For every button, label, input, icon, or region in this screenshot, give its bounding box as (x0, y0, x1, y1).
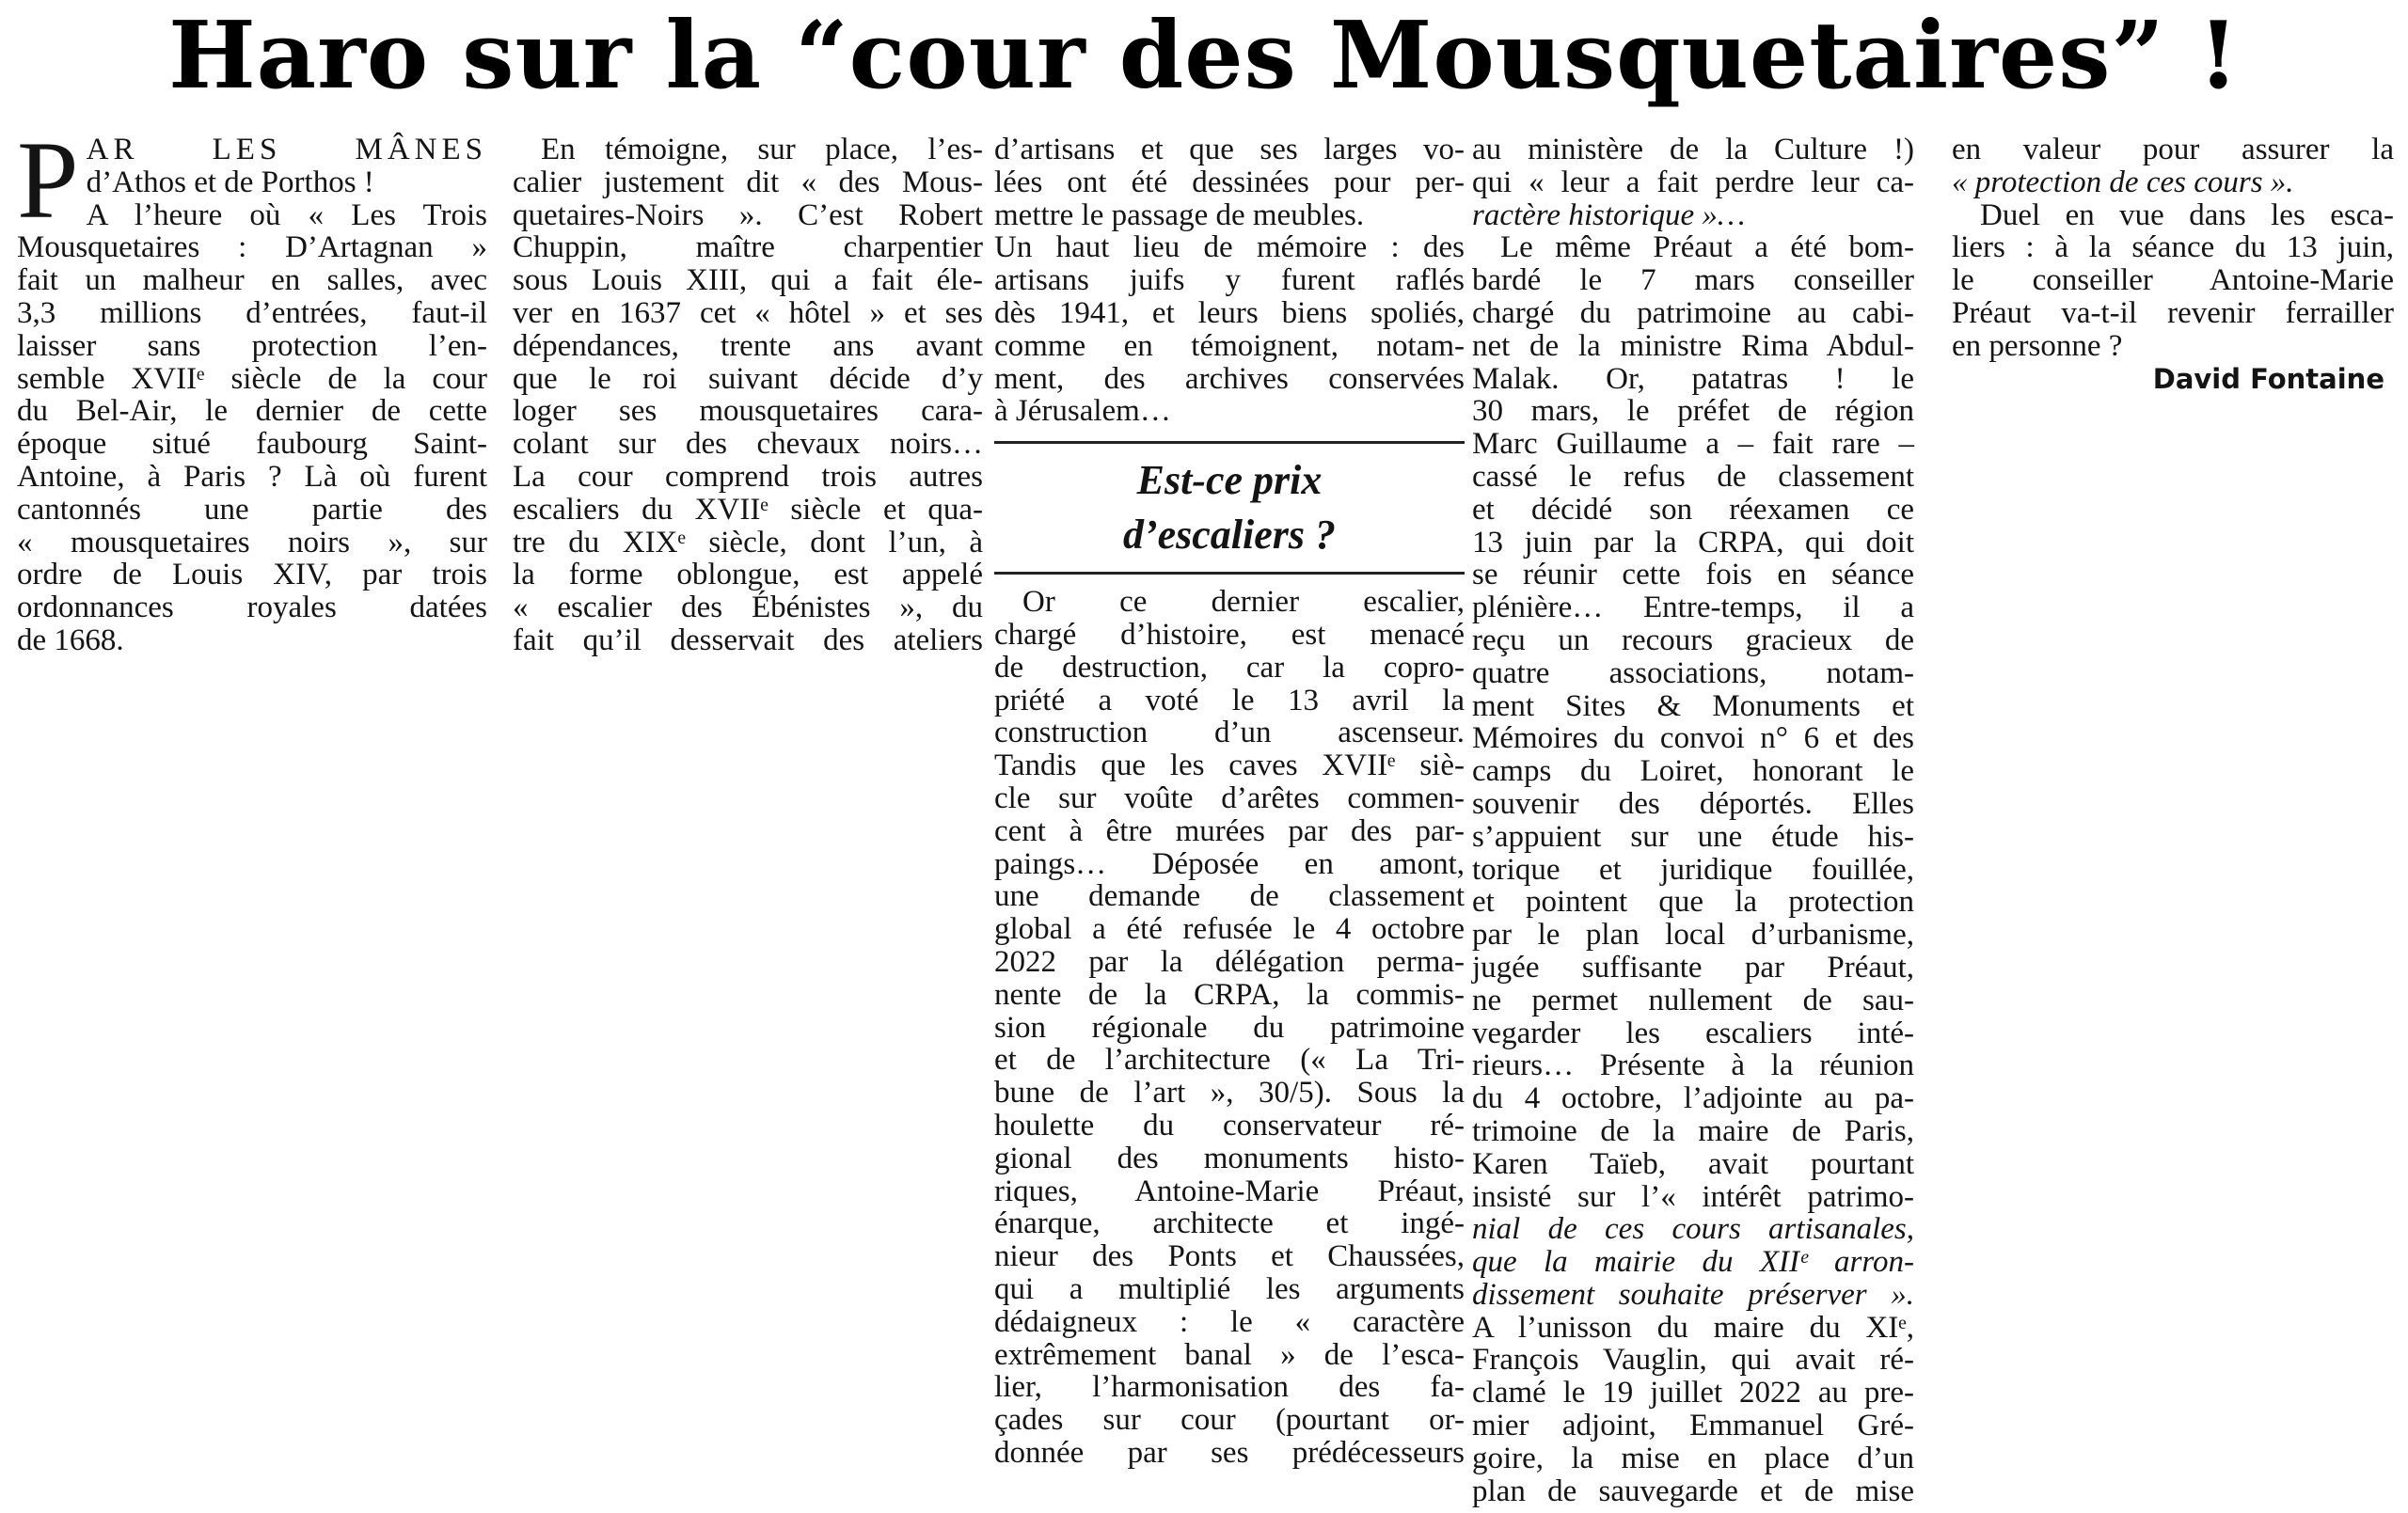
text-line: 30 mars, le préfet de région (1472, 394, 1914, 429)
text-line: escaliers du XVIIᵉ siècle et qua- (513, 492, 983, 527)
text-line: François Vauglin, qui avait ré- (1472, 1343, 1914, 1378)
text-line: qui « leur a fait perdre leur ca- (1472, 165, 1914, 199)
text-line: mier adjoint, Emmanuel Gré- (1472, 1409, 1914, 1443)
text-line: une demande de classement (994, 879, 1465, 914)
text-line: camps du Loiret, honorant le (1472, 754, 1914, 789)
text-line: loger ses mousquetaires cara- (513, 394, 983, 429)
text-line: 2022 par la délégation perma- (994, 944, 1465, 979)
text-line: laisser sans protection l’en- (17, 328, 487, 363)
text-line: net de la ministre Rima Abdul- (1472, 328, 1914, 363)
text-line: époque situé faubourg Saint- (17, 427, 487, 462)
drop-cap: P (17, 118, 79, 242)
text-line: souvenir des déportés. Elles (1472, 786, 1914, 821)
text-line: ver en 1637 cet « hôtel » et ses (513, 295, 983, 330)
text-line: Mémoires du convoi n° 6 et des (1472, 721, 1914, 756)
text-line: à Jérusalem… (994, 394, 1171, 429)
text-line: Un haut lieu de mémoire : des (994, 230, 1465, 265)
text-line: çades sur cour (pourtant or- (994, 1403, 1465, 1438)
text-line: Malak. Or, patatras ! le (1472, 361, 1914, 396)
text-line: A l’heure où « Les Trois (86, 197, 487, 232)
text-line: sous Louis XIII, qui a fait éle- (513, 263, 983, 298)
article-column-5 (1952, 134, 2394, 395)
text-line: au ministère de la Culture !) (1472, 133, 1914, 166)
section-divider (994, 441, 1465, 444)
text-line: que le roi suivant décide d’y (513, 361, 983, 396)
text-line: colant sur des chevaux noirs… (513, 427, 983, 462)
text-line: Or ce dernier escalier, (1022, 585, 1465, 620)
text-line: en personne ? (1952, 328, 2123, 363)
text-line: goire, la mise en place d’un (1472, 1441, 1914, 1475)
text-line: Chuppin, maître charpentier (513, 230, 983, 265)
text-line: sion régionale du patrimoine (994, 1010, 1465, 1045)
article-column-4 (1472, 134, 1914, 1507)
text-line: Tandis que les caves XVIIᵉ siè- (994, 749, 1465, 783)
text-line: tre du XIXᵉ siècle, dont l’un, à (513, 525, 983, 559)
text-line: global a été refusée le 4 octobre (994, 912, 1465, 947)
text-line: jugée suffisante par Préaut, (1472, 950, 1914, 985)
article-column-3 (994, 134, 1465, 1470)
text-line: en valeur pour assurer la (1952, 133, 2394, 166)
text-line: liers : à la séance du 13 juin, (1952, 230, 2394, 265)
text-line: vegarder les escaliers inté- (1472, 1016, 1914, 1050)
subheading: d’escaliers ? (1122, 512, 1337, 559)
text-line: et pointent que la protection (1472, 885, 1914, 920)
text-line: extrêmement banal » de l’esca- (994, 1337, 1465, 1372)
text-line: nieur des Ponts et Chaussées, (994, 1239, 1465, 1274)
text-line: priété a voté le 13 avril la (994, 683, 1465, 717)
text-line: 3,3 millions d’entrées, faut-il (17, 295, 487, 330)
text-line: nente de la CRPA, la commis- (994, 977, 1465, 1012)
text-line: cassé le refus de classement (1472, 459, 1914, 494)
text-line: houlette du conservateur ré- (994, 1108, 1465, 1143)
text-line: mettre le passage de meubles. (994, 197, 1365, 232)
text-line: chargé du patrimoine au cabi- (1472, 295, 1914, 330)
section-divider (994, 572, 1465, 575)
text-line: Le même Préaut a été bom- (1500, 230, 1914, 265)
text-line: Duel en vue dans les esca- (1980, 197, 2394, 232)
text-line: La cour comprend trois autres (513, 459, 983, 494)
text-line: En témoigne, sur place, l’es- (541, 133, 983, 166)
article-column-1 (17, 118, 487, 657)
text-line: ordonnances royales datées (17, 591, 487, 625)
text-line: paings… Déposée en amont, (994, 846, 1465, 881)
text-line: cle sur voûte d’arêtes commen- (994, 780, 1465, 815)
text-line: bardé le 7 mars conseiller (1472, 263, 1914, 298)
text-line: ment Sites & Monuments et (1472, 688, 1914, 723)
text-line: gional des monuments histo- (994, 1141, 1465, 1175)
text-line: clamé le 19 juillet 2022 au pre- (1472, 1376, 1914, 1411)
text-line: plénière… Entre-temps, il a (1472, 591, 1914, 625)
text-line: donnée par ses prédécesseurs (994, 1435, 1465, 1470)
text-line: par le plan local d’urbanisme, (1472, 918, 1914, 953)
text-line: 13 juin par la CRPA, qui doit (1472, 525, 1914, 559)
subheading: Est-ce prix (1136, 457, 1323, 504)
text-line: de destruction, car la copro- (994, 650, 1465, 685)
text-line: construction d’un ascenseur. (994, 716, 1465, 750)
text-line: comme en témoignent, notam- (994, 328, 1465, 363)
text-line: riques, Antoine-Marie Préaut, (994, 1174, 1465, 1208)
text-line: ordre de Louis XIV, par trois (17, 558, 487, 592)
text-line: « escalier des Ébénistes », du (513, 591, 983, 625)
text-line: d’Athos et de Porthos ! (86, 165, 374, 199)
text-line: dissement souhaite préserver ». (1472, 1277, 1914, 1312)
text-line: le conseiller Antoine-Marie (1952, 263, 2394, 298)
text-line: dès 1941, et leurs biens spoliés, (994, 295, 1465, 330)
text-line: A l’unisson du maire du XIᵉ, (1472, 1310, 1914, 1345)
text-line: se réunir cette fois en séance (1472, 558, 1914, 592)
text-line: ment, des archives conservées (994, 361, 1465, 396)
headline: Haro sur la “cour des Mousquetaires” ! (168, 2, 2240, 110)
text-line: Antoine, à Paris ? Là où furent (17, 459, 487, 494)
article-column-2 (513, 134, 983, 657)
text-line: chargé d’histoire, est menacé (994, 617, 1465, 652)
text-line: et décidé son réexamen ce (1472, 492, 1914, 527)
text-line: rieurs… Présente à la réunion (1472, 1048, 1914, 1083)
text-line: et de l’architecture (« La Tri- (994, 1043, 1465, 1078)
text-line: d’artisans et que ses larges vo- (994, 133, 1465, 166)
author-signature: David Fontaine (2152, 362, 2384, 395)
text-line: lier, l’harmonisation des fa- (994, 1370, 1465, 1405)
text-line: que la mairie du XIIᵉ arron- (1472, 1245, 1914, 1280)
text-line: quetaires-Noirs ». C’est Robert (513, 197, 983, 232)
text-line: Mousquetaires : D’Artagnan » (17, 230, 487, 265)
text-line: cent à être murées par des par- (994, 813, 1465, 848)
text-line: « mousquetaires noirs », sur (17, 525, 487, 559)
text-line: qui a multiplié les arguments (994, 1271, 1465, 1306)
text-line: trimoine de la maire de Paris, (1472, 1113, 1914, 1148)
text-line: Marc Guillaume a – fait rare – (1472, 427, 1914, 462)
text-line: bune de l’art », 30/5). Sous la (994, 1076, 1465, 1111)
text-line: quatre associations, notam- (1472, 655, 1914, 690)
text-line: la forme oblongue, est appelé (513, 558, 983, 592)
text-line: reçu un recours gracieux de (1472, 623, 1914, 657)
text-line: énarque, architecte et ingé- (994, 1206, 1465, 1241)
text-line: cantonnés une partie des (17, 492, 487, 527)
text-line: s’appuient sur une étude his- (1472, 819, 1914, 854)
text-line: semble XVIIᵉ siècle de la cour (17, 361, 487, 396)
text-line: dédaigneux : le « caractère (994, 1304, 1465, 1339)
text-line: calier justement dit « des Mous- (513, 165, 983, 199)
text-line: ne permet nullement de sau- (1472, 983, 1914, 1017)
text-line: artisans juifs y furent raflés (994, 263, 1465, 298)
text-line: Préaut va-t-il revenir ferrailler (1952, 295, 2394, 330)
text-line: plan de sauvegarde et de mise (1472, 1474, 1914, 1508)
text-line: de 1668. (17, 623, 124, 657)
text-line: torique et juridique fouillée, (1472, 852, 1914, 887)
text-line: nial de ces cours artisanales, (1472, 1212, 1914, 1247)
text-line: insisté sur l’« intérêt patrimo- (1472, 1179, 1914, 1214)
text-line: fait qu’il desservait des ateliers (513, 623, 983, 657)
text-line: ractère historique »… (1472, 197, 1746, 232)
text-line: AR LES MÂNES (86, 133, 487, 166)
text-line: du Bel-Air, le dernier de cette (17, 394, 487, 429)
text-line: Karen Taïeb, avait pourtant (1472, 1146, 1914, 1181)
text-line: « protection de ces cours ». (1952, 165, 2294, 199)
text-line: fait un malheur en salles, avec (17, 263, 487, 298)
text-line: lées ont été dessinées pour per- (994, 165, 1465, 199)
text-line: du 4 octobre, l’adjointe au pa- (1472, 1081, 1914, 1116)
text-line: dépendances, trente ans avant (513, 328, 983, 363)
